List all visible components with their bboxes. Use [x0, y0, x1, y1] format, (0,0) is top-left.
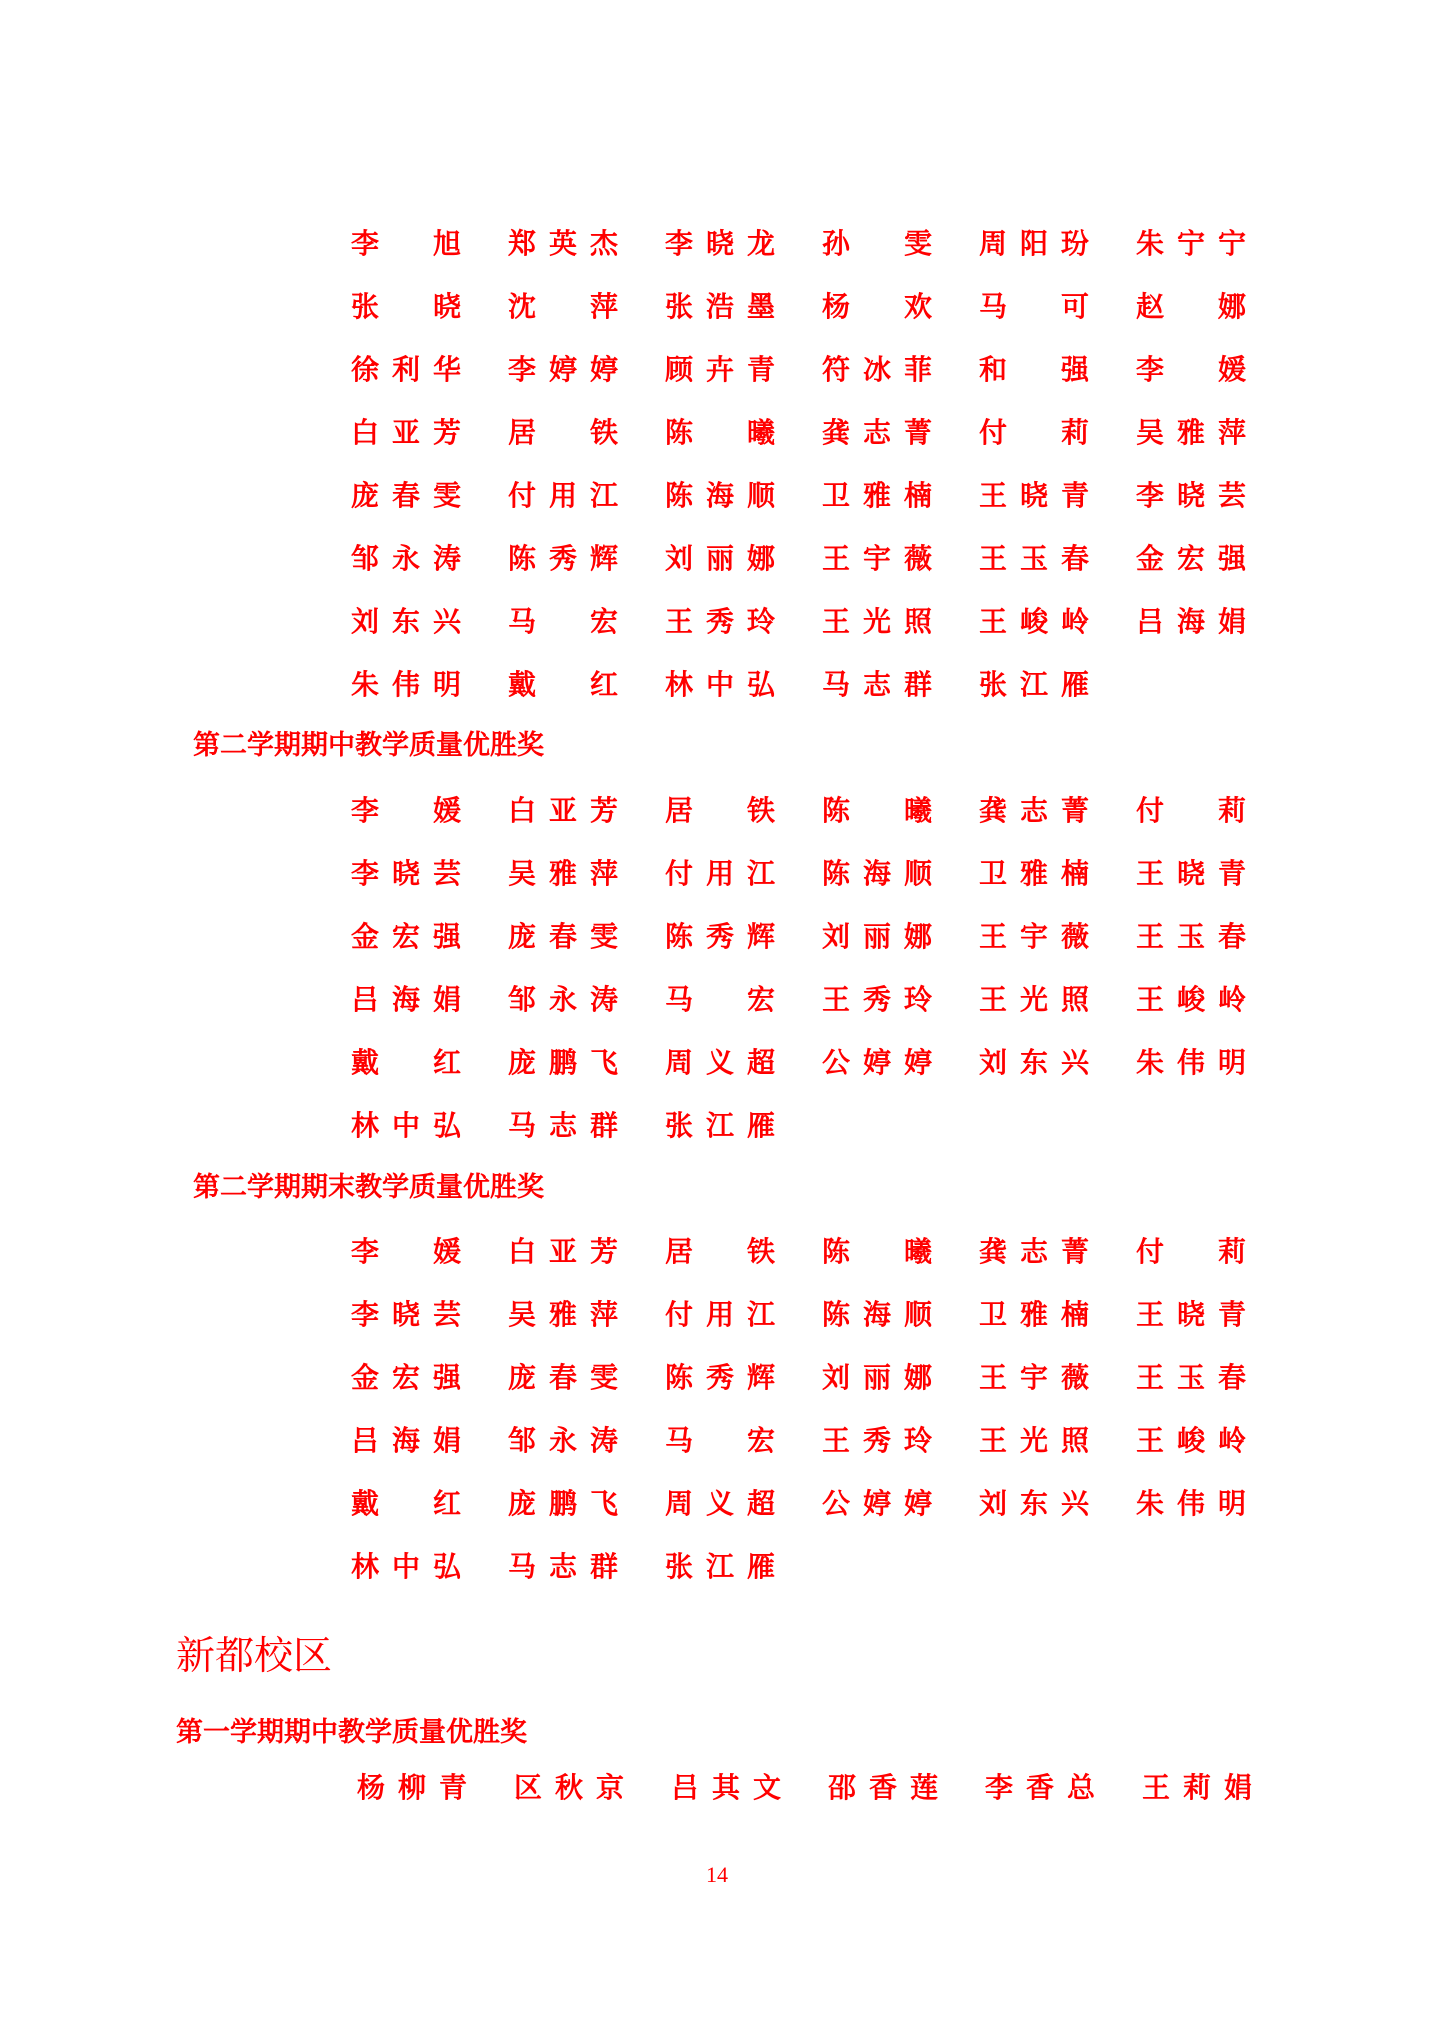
person-name: 邵香莲 [828, 1771, 938, 1804]
person-name: 邹永涛 [508, 983, 618, 1016]
person-name: 王晓青 [1136, 857, 1246, 890]
campus-title: 新都校区 [176, 1634, 333, 1679]
name-row [351, 854, 1293, 894]
person-name: 林中弘 [665, 668, 775, 701]
person-name: 吕海娟 [351, 983, 461, 1016]
person-name: 王玉春 [1136, 1361, 1246, 1394]
name-row [351, 917, 1293, 957]
person-name: 王秀玲 [665, 605, 775, 638]
person-name: 李 媛 [351, 1235, 461, 1268]
person-name: 朱宁宁 [1136, 227, 1246, 260]
person-name: 张江雁 [665, 1109, 775, 1142]
person-name: 马 宏 [665, 983, 775, 1016]
name-row [351, 1421, 1293, 1461]
person-name: 戴 红 [351, 1046, 461, 1079]
person-name: 刘丽娜 [665, 542, 775, 575]
person-name: 朱伟明 [351, 668, 461, 701]
name-row [351, 791, 1293, 831]
name-row [351, 1484, 1293, 1524]
person-name: 周义超 [665, 1487, 775, 1520]
person-name: 张浩墨 [665, 290, 775, 323]
person-name: 白亚芳 [508, 1235, 618, 1268]
person-name: 龚志菁 [979, 1235, 1089, 1268]
person-name: 王玉春 [979, 542, 1089, 575]
name-row [351, 539, 1293, 579]
person-name: 王宇薇 [822, 542, 932, 575]
person-name: 吴雅萍 [508, 857, 618, 890]
person-name: 孙 雯 [822, 227, 932, 260]
person-name: 付用江 [665, 1298, 775, 1331]
name-row [351, 1232, 1293, 1272]
person-name: 马 宏 [508, 605, 618, 638]
name-row [351, 1106, 1293, 1146]
name-row [351, 1295, 1293, 1335]
name-row [351, 1043, 1293, 1083]
person-name: 朱伟明 [1136, 1487, 1246, 1520]
person-name: 居 铁 [665, 794, 775, 827]
person-name: 刘丽娜 [822, 1361, 932, 1394]
person-name: 陈海顺 [822, 1298, 932, 1331]
person-name: 刘东兴 [979, 1487, 1089, 1520]
person-name: 付用江 [665, 857, 775, 890]
person-name: 李晓芸 [351, 1298, 461, 1331]
person-name: 李 媛 [1136, 353, 1246, 386]
person-name: 王莉娟 [1142, 1771, 1252, 1804]
person-name: 卫雅楠 [979, 1298, 1089, 1331]
person-name: 卫雅楠 [822, 479, 932, 512]
person-name: 王光照 [979, 983, 1089, 1016]
person-name: 吕海娟 [1136, 605, 1246, 638]
person-name: 陈 曦 [665, 416, 775, 449]
person-name: 金宏强 [351, 920, 461, 953]
person-name: 张 晓 [351, 290, 461, 323]
person-name: 徐利华 [351, 353, 461, 386]
person-name: 马志群 [508, 1109, 618, 1142]
person-name: 陈海顺 [665, 479, 775, 512]
name-row [351, 350, 1293, 390]
name-row [351, 224, 1293, 264]
person-name: 李晓芸 [1136, 479, 1246, 512]
person-name: 庞鹏飞 [508, 1487, 618, 1520]
person-name: 和 强 [979, 353, 1089, 386]
person-name: 陈秀辉 [665, 920, 775, 953]
person-name: 付 莉 [1136, 794, 1246, 827]
name-row [351, 413, 1293, 453]
person-name: 王光照 [822, 605, 932, 638]
person-name: 王峻岭 [1136, 983, 1246, 1016]
name-row [351, 287, 1293, 327]
person-name: 杨柳青 [357, 1771, 467, 1804]
person-name: 庞春雯 [351, 479, 461, 512]
person-name: 王晓青 [1136, 1298, 1246, 1331]
name-row [351, 980, 1293, 1020]
person-name: 卫雅楠 [979, 857, 1089, 890]
person-name: 区秋京 [514, 1771, 624, 1804]
person-name: 林中弘 [351, 1109, 461, 1142]
name-row [351, 665, 1293, 705]
person-name: 庞春雯 [508, 920, 618, 953]
person-name: 陈秀辉 [665, 1361, 775, 1394]
person-name: 白亚芳 [351, 416, 461, 449]
section-heading-first-semester-midterm: 第一学期期中教学质量优胜奖 [176, 1717, 527, 1748]
person-name: 陈 曦 [822, 794, 932, 827]
person-name: 公婷婷 [822, 1046, 932, 1079]
person-name: 刘东兴 [979, 1046, 1089, 1079]
person-name: 白亚芳 [508, 794, 618, 827]
person-name: 王宇薇 [979, 1361, 1089, 1394]
person-name: 朱伟明 [1136, 1046, 1246, 1079]
person-name: 居 铁 [508, 416, 618, 449]
person-name: 张江雁 [979, 668, 1089, 701]
person-name: 付 莉 [979, 416, 1089, 449]
person-name: 居 铁 [665, 1235, 775, 1268]
person-name: 李晓芸 [351, 857, 461, 890]
person-name: 王玉春 [1136, 920, 1246, 953]
person-name: 王峻岭 [979, 605, 1089, 638]
person-name: 李 媛 [351, 794, 461, 827]
person-name: 杨 欢 [822, 290, 932, 323]
person-name: 吴雅萍 [1136, 416, 1246, 449]
person-name: 龚志菁 [979, 794, 1089, 827]
person-name: 龚志菁 [822, 416, 932, 449]
person-name: 赵 娜 [1136, 290, 1246, 323]
person-name: 陈 曦 [822, 1235, 932, 1268]
name-row [351, 1358, 1293, 1398]
person-name: 王秀玲 [822, 983, 932, 1016]
person-name: 李婷婷 [508, 353, 618, 386]
person-name: 庞鹏飞 [508, 1046, 618, 1079]
person-name: 戴 红 [351, 1487, 461, 1520]
person-name: 林中弘 [351, 1550, 461, 1583]
name-row [351, 476, 1293, 516]
person-name: 陈秀辉 [508, 542, 618, 575]
person-name: 周义超 [665, 1046, 775, 1079]
person-name: 王秀玲 [822, 1424, 932, 1457]
person-name: 王光照 [979, 1424, 1089, 1457]
person-name: 郑英杰 [508, 227, 618, 260]
person-name: 马志群 [508, 1550, 618, 1583]
section-heading-second-semester-final: 第二学期期末教学质量优胜奖 [193, 1172, 544, 1203]
person-name: 顾卉青 [665, 353, 775, 386]
person-name: 邹永涛 [508, 1424, 618, 1457]
person-name: 吕其文 [671, 1771, 781, 1804]
person-name: 符冰菲 [822, 353, 932, 386]
person-name: 张江雁 [665, 1550, 775, 1583]
person-name: 刘东兴 [351, 605, 461, 638]
person-name: 吕海娟 [351, 1424, 461, 1457]
person-name: 陈海顺 [822, 857, 932, 890]
person-name: 王峻岭 [1136, 1424, 1246, 1457]
person-name: 马 宏 [665, 1424, 775, 1457]
person-name: 公婷婷 [822, 1487, 932, 1520]
person-name: 邹永涛 [351, 542, 461, 575]
person-name: 周阳玢 [979, 227, 1089, 260]
person-name: 金宏强 [1136, 542, 1246, 575]
person-name: 王晓青 [979, 479, 1089, 512]
name-row [351, 1547, 1293, 1587]
section-heading-second-semester-midterm: 第二学期期中教学质量优胜奖 [193, 730, 544, 761]
person-name: 刘丽娜 [822, 920, 932, 953]
person-name: 付 莉 [1136, 1235, 1246, 1268]
person-name: 付用江 [508, 479, 618, 512]
person-name: 庞春雯 [508, 1361, 618, 1394]
person-name: 马志群 [822, 668, 932, 701]
name-row [357, 1768, 1299, 1808]
name-row [351, 602, 1293, 642]
person-name: 吴雅萍 [508, 1298, 618, 1331]
person-name: 马 可 [979, 290, 1089, 323]
person-name: 李 旭 [351, 227, 461, 260]
page-number: 14 [706, 1862, 728, 1887]
person-name: 李香总 [985, 1771, 1095, 1804]
person-name: 李晓龙 [665, 227, 775, 260]
person-name: 戴 红 [508, 668, 618, 701]
person-name: 沈 萍 [508, 290, 618, 323]
person-name: 金宏强 [351, 1361, 461, 1394]
person-name: 王宇薇 [979, 920, 1089, 953]
